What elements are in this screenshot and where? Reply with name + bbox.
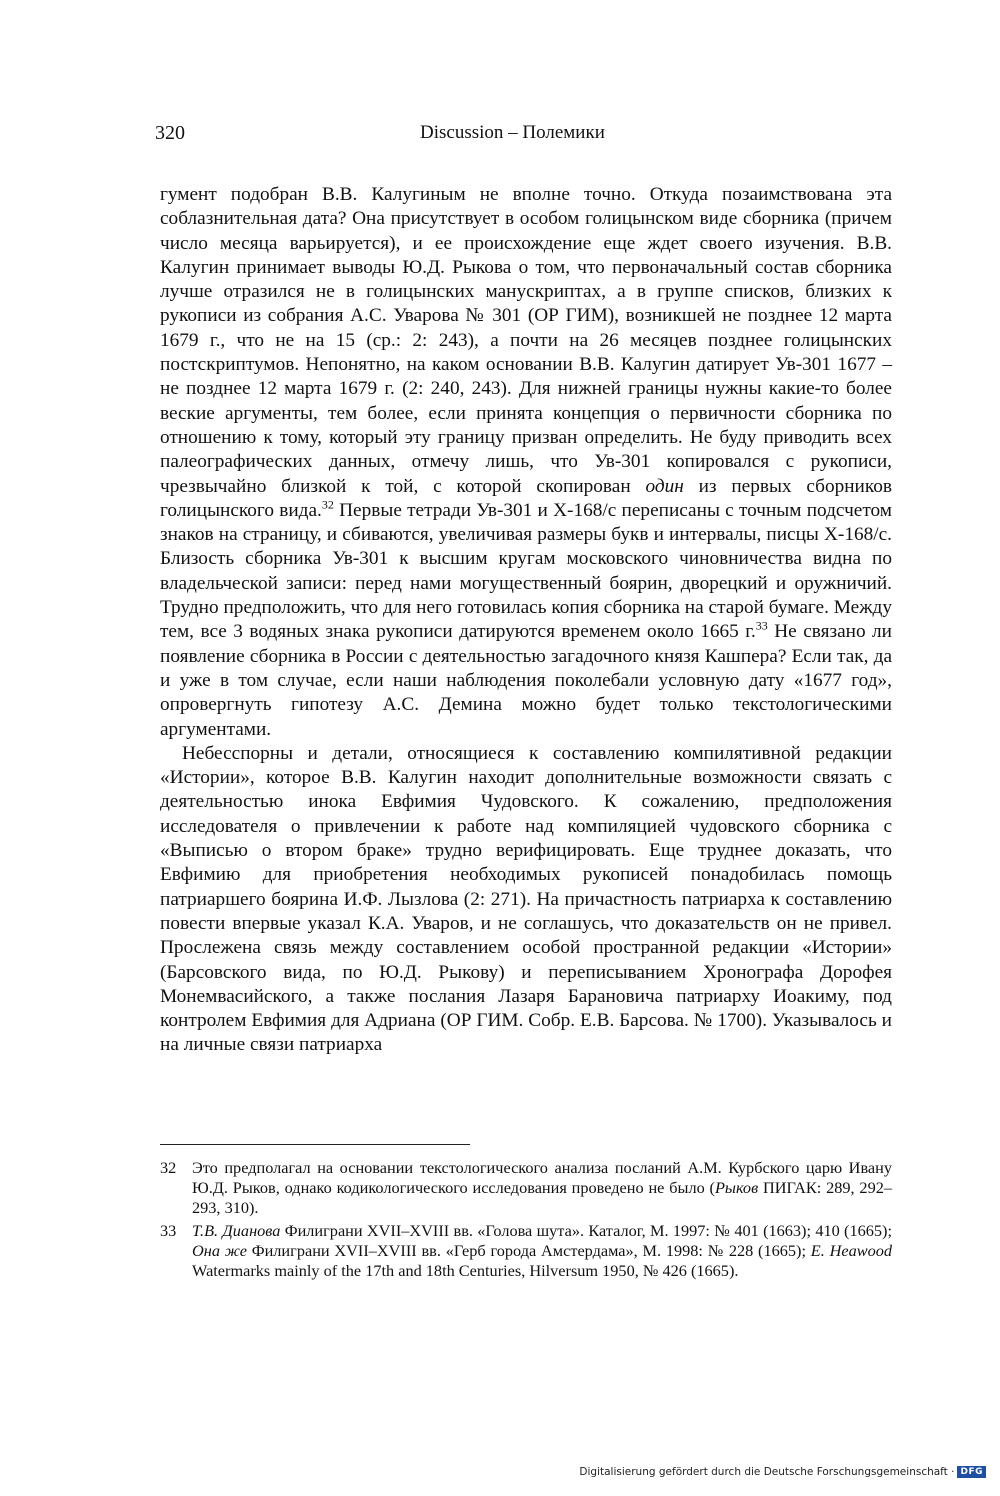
footnotes — [160, 1158, 892, 1285]
footnote-text: Филиграни XVII–XVIII вв. «Голова шута». Каталог, М. 1997: № 401 (1663); 410 (1665); — [280, 1221, 892, 1241]
footnote-author: E. Heawood — [810, 1241, 893, 1261]
emphasis-word: один — [645, 475, 684, 497]
footnote-ref-33[interactable]: 33 — [755, 618, 768, 633]
footnote-33 — [160, 1221, 892, 1280]
paragraph-1-text-d: Не связано ли появление сборника в России с деятельностью загадочного князя Кашпера? Если так, да и уже в том случае, если наши наблюдения поколебали условную дату «1677 год», опровергнуть гипотезу А.С. Демина можно будет только текстологическими аргументами. — [160, 621, 893, 740]
footnote-text: ПИГАК: 289, 292–293, 310). — [192, 1177, 892, 1217]
digitization-footer — [579, 1466, 986, 1478]
paragraph-1 — [160, 183, 892, 742]
footnote-author: Она же — [192, 1241, 247, 1261]
paragraph-1-text-a: гумент подобран В.В. Калугиным не вполне точно. Откуда позаимствована эта соблазнительная дата? Она присутствует в особом голицынском виде сборника (причем число месяца варьируется), и ее происхождение еще ждет своего изучения. В.В. Калугин принимает выводы Ю.Д. Рыкова о том, что первоначальный состав сборника лучше отразился не в голицынских манускриптах, а в группе списков, близких к рукописи из собрания А.С. Уварова № 301 (ОР ГИМ), возникшей не позднее 12 марта 1679 г., что не на 15 (ср.: 2: 243), а почти на 26 месяцев позднее голицынских постскриптумов. Непонятно, на каком основании В.В. Калугин датирует Ув-301 1677 – не позднее 12 марта 1679 г. (2: 240, 243). Для нижней границы нужны какие-то более веские аргументы, тем более, если принята концепция о первичности сборника по отношению к тому, который эту границу призван определить. Не буду приводить всех палеографических данных, отмечу лишь, что Ув-301 копировался с рукописи, чрезвычайно близкой к той, с которой скопирован — [160, 184, 892, 497]
footnote-author: Т.В. Дианова — [192, 1221, 281, 1241]
page-number: 320 — [155, 122, 185, 144]
footnote-text: Филиграни XVII–XVIII вв. «Герб города Амстердама», М. 1998: № 228 (1665); — [246, 1241, 811, 1261]
footnote-author: Рыков — [714, 1177, 759, 1197]
footnote-text: Watermarks mainly of the 17th and 18th Centuries, Hilversum 1950, № 426 (1665). — [192, 1260, 739, 1280]
digitization-note: Digitalisierung gefördert durch die Deutsche Forschungsgemeinschaft · — [579, 1466, 955, 1478]
running-head: Discussion – Полемики — [420, 122, 605, 143]
paragraph-2: Небесспорны и детали, относящиеся к составлению компилятивной редакции «Истории», которое В.В. Калугин находит дополнительные возможности связать с деятельностью инока Евфимия Чудовского. К сожалению, предположения исследователя о привлечении к работе над компиляцией чудовского сборника с «Выписью о втором браке» трудно верифицировать. Еще труднее доказать, что Евфимию для приобретения необходимых рукописей понадобилась помощь патриаршего боярина И.Ф. Лызлова (2: 271). На причастность патриарха к составлению повести впервые указал К.А. Уваров, и не соглашусь, что доказательств он не привел. Прослежена связь между составлением особой пространной редакции «Истории» (Барсовского вида, по Ю.Д. Рыкову) и переписыванием Хронографа Дорофея Монемвасийского, а также послания Лазаря Барановича патриарху Иоакиму, под контролем Евфимия для Адриана (ОР ГИМ. Собр. Е.В. Барсова. № 1700). Указывалось и на личные связи патриарха — [160, 742, 892, 1056]
footnote-divider — [160, 1144, 470, 1145]
paragraph-1-text-b: из первых сборников голицынского вида. — [160, 475, 892, 521]
footnote-32 — [160, 1158, 892, 1217]
main-text — [160, 183, 892, 1058]
footnote-number: 33 — [160, 1221, 177, 1241]
footnote-ref-32[interactable]: 32 — [321, 497, 334, 512]
paragraph-1-text-c: Первые тетради Ув-301 и Х-168/с переписаны с точным подсчетом знаков на страницу, и сбиваются, увеличивая размеры букв и интервалы, писцы Х-168/с. Близость сборника Ув-301 к высшим кругам московского чиновничества видна по владельческой записи: перед нами могущественный боярин, дворецкий и оружничий. Трудно предположить, что для него готовилась копия сборника на старой бумаге. Между тем, все 3 водяных знака рукописи датируются временем около 1665 г. — [160, 499, 892, 643]
footnote-text: Это предполагал на основании текстологического анализа посланий А.М. Курбского царю Ивану Ю.Д. Рыков, однако кодикологического исследования проведено не было ( — [192, 1158, 892, 1197]
footnote-number: 32 — [160, 1158, 177, 1177]
dfg-logo-icon: DFG — [957, 1466, 986, 1478]
